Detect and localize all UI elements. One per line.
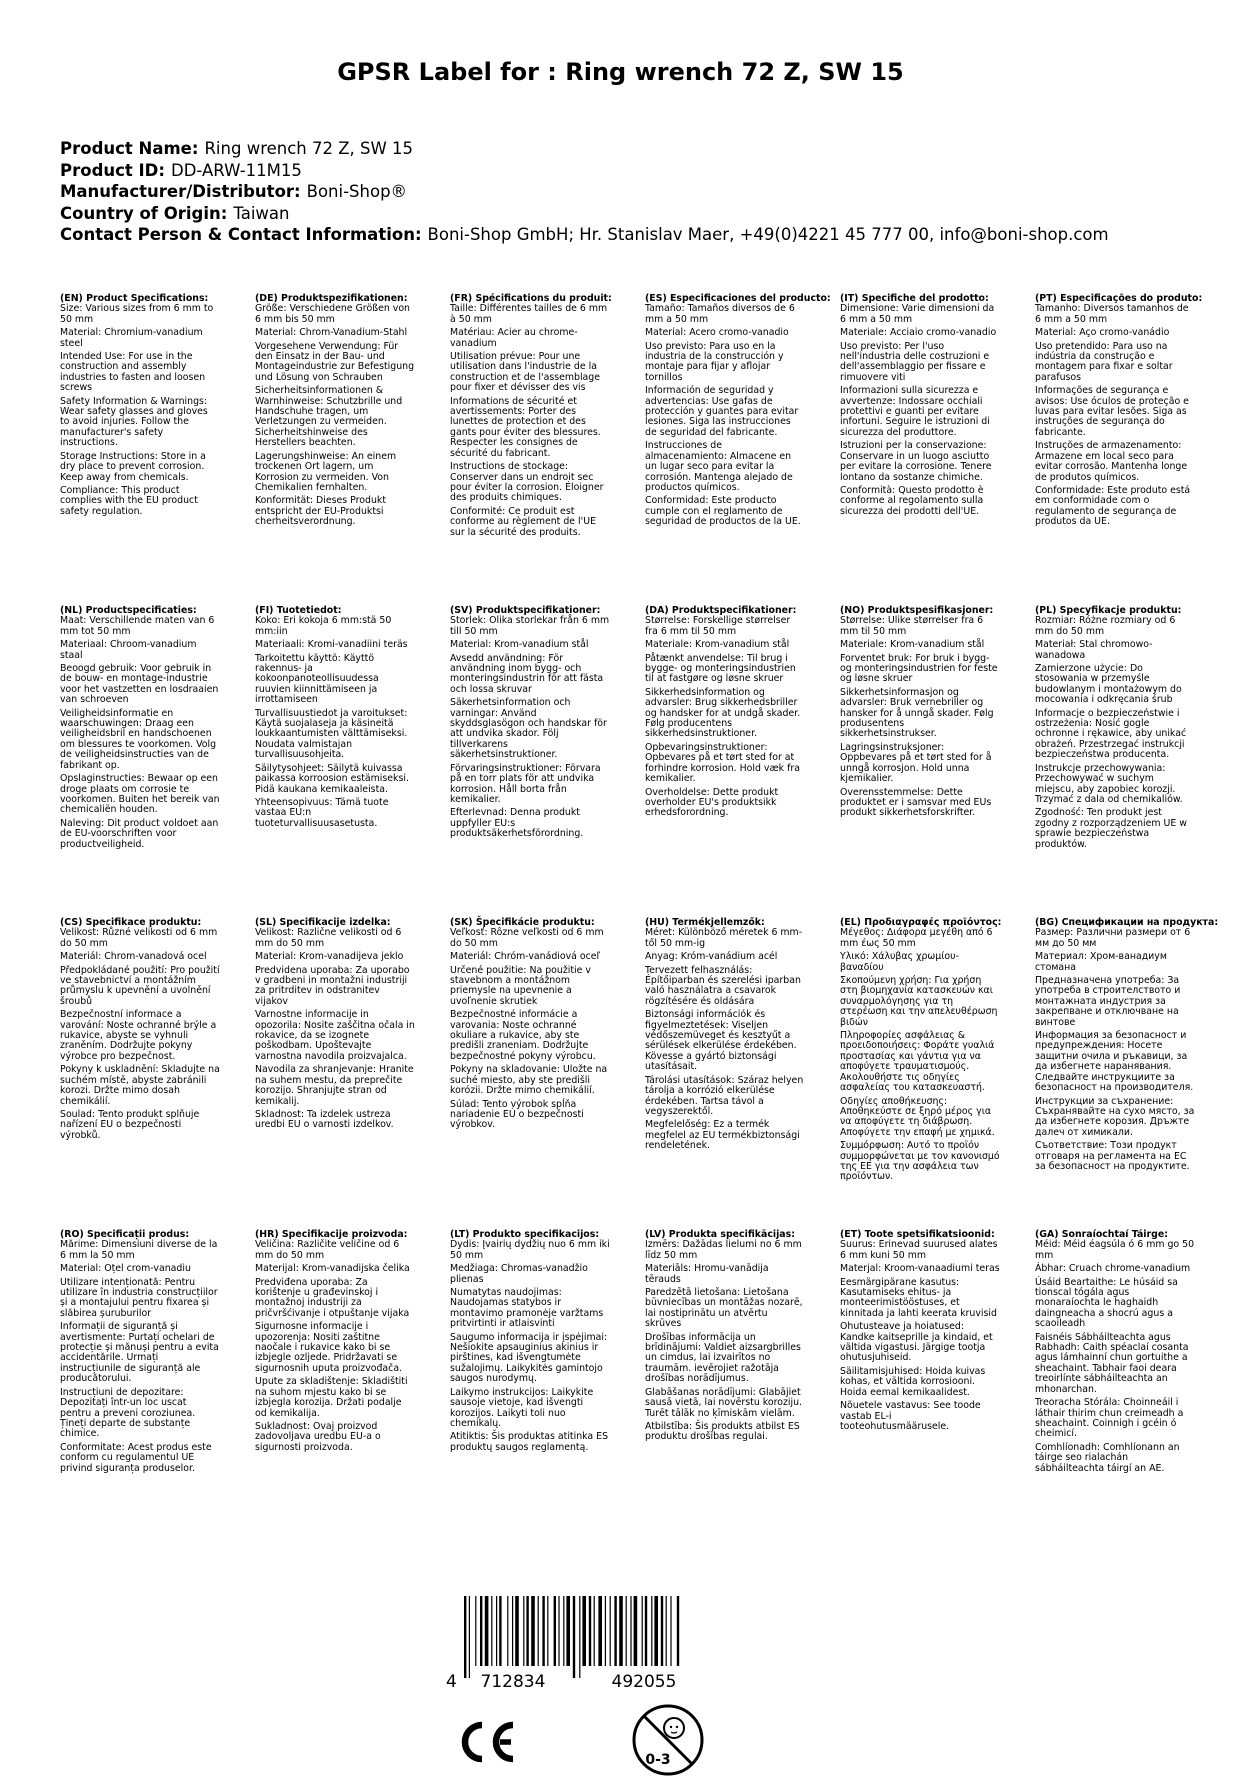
contact-row [60, 224, 1109, 246]
barcode-bar [589, 1596, 591, 1666]
barcode-bar [515, 1596, 519, 1666]
spec-paragraph: Intended Use: For use in the construction and assembly industries to fasten and loosen screws [60, 351, 206, 394]
spec-paragraph: Размер: Различни размери от 6 мм до 50 мм [1035, 927, 1191, 949]
spec-paragraph: Biztonsági információk és figyelmeztetések: Viseljen védőszemüveget és kesztyűt a sérülések elkerülése érdekében. Kövesse a gyártó biztonsági utasításait. [645, 1009, 797, 1073]
spec-paragraph: Turvallisuustiedot ja varoitukset: Käytä suojalaseja ja käsineitä loukkaantumisten välttämiseksi. Noudata valmistajan turvallisuusohjeita. [255, 707, 408, 761]
spec-paragraph: Sikkerhetsinformasjon og advarsler: Bruk vernebriller og hansker for å unngå skader. Følg produsentens sikkerhetsinstrukser. [840, 686, 994, 740]
product-id-row [60, 160, 1109, 182]
spec-paragraph: Materiāls: Hromu-vanādija tērauds [645, 1263, 769, 1285]
info-value: Boni-Shop GmbH; Hr. Stanislav Maer, +49(0)4221 45 777 00, info@boni-shop.com [427, 225, 1109, 244]
product-name-row [60, 138, 1109, 160]
spec-section-heading: (IT) Specifiche del prodotto: [840, 293, 989, 304]
spec-paragraph: Laikymo instrukcijos: Laikykite sausoje vietoje, kad išvengti korozijos. Laikyti toli nuo chemikalų. [450, 1386, 594, 1429]
spec-paragraph: Upute za skladištenje: Skladištiti na suhom mjestu kako bi se izbjegla korozija. Držati podalje od kemikalija. [255, 1376, 408, 1419]
spec-paragraph: Soulad: Tento produkt splňuje nařízení EU o bezpečnosti výrobků. [60, 1108, 200, 1141]
spec-paragraph: Sicherheitsinformationen & Warnhinweise: Schutzbrille und Handschuhe tragen, um Verletzungen zu vermeiden. Sicherheitshinweise des Herstellers beachten. [255, 385, 403, 449]
age-warning-0-3-icon [630, 1702, 706, 1778]
ce-mark-icon [455, 1718, 521, 1766]
spec-paragraph: Utilisation prévue: Pour une utilisation dans l'industrie de la construction et de l'assemblage pour fixer et dévisser des vis [450, 351, 601, 394]
spec-paragraph: Safety Information & Warnings: Wear safety glasses and gloves to avoid injuries. Follow the manufacturer's safety instructions. [60, 395, 208, 449]
spec-paragraph: Säkerhetsinformation och varningar: Använd skyddsglasögon och handskar för att undvika skador. Följ tillverkarens säkerhetsinstruktioner. [450, 697, 607, 761]
manufacturer-row [60, 181, 1109, 203]
spec-section-heading: (ES) Especificaciones del producto: [645, 293, 831, 304]
spec-paragraph: Materiaali: Kromi-vanadiini teräs [255, 639, 408, 651]
barcode-bar [523, 1596, 524, 1666]
spec-paragraph: Säilitamisjuhised: Hoida kuivas kohas, et vältida korrosiooni. Hoida eemal kemikaalidest. [840, 1365, 986, 1398]
spec-section-heading: (SK) Špecifikácie produktu: [450, 917, 595, 928]
spec-paragraph: Påtænkt anvendelse: Til brug i bygge- og monteringsindustrien til at fastgøre og løsne skruer [645, 652, 796, 685]
age-label: 0-3 [645, 1752, 671, 1768]
spec-paragraph: Materiał: Stal chromowo-wanadowa [1035, 639, 1153, 661]
spec-section [255, 1230, 415, 1456]
spec-paragraph: Maat: Verschillende maten van 6 mm tot 50 mm [60, 615, 215, 637]
spec-paragraph: Eesmärgipärane kasutus: Kasutamiseks ehitus- ja monteerimistööstuses, et kinnitada ja lahti keerata kruvisid [840, 1276, 997, 1319]
barcode-bar [598, 1596, 602, 1666]
spec-paragraph: Uso previsto: Per l'uso nell'industria delle costruzioni e dell'assemblaggio per fissare e rimuovere viti [840, 340, 990, 383]
spec-paragraph: Informações de segurança e avisos: Use óculos de proteção e luvas para evitar lesões. Siga as instruções de segurança do fabricante. [1035, 385, 1189, 438]
barcode-digit-lead: 4 [446, 1672, 457, 1690]
spec-paragraph: Overholdelse: Dette produkt overholder EU's produktsikk erhedsforordning. [645, 786, 779, 819]
spec-paragraph: Předpokládané použití: Pro použití ve stavebnictví a montážním průmyslu k upevnění a uvolnění šroubů [60, 964, 220, 1007]
spec-paragraph: Instructions de stockage: Conserver dans un endroit sec pour éviter la corrosion. Éloigner des produits chimiques. [450, 461, 604, 504]
spec-paragraph: Opbevaringsinstruktioner: Opbevares på et tørt sted for at forhindre korrosion. Hold væk fra kemikalier. [645, 741, 800, 785]
spec-paragraph: Förvaringsinstruktioner: Förvara på en torr plats för att undvika korrosion. Håll borta från kemikalier. [450, 762, 601, 805]
spec-paragraph: Overensstemmelse: Dette produktet er i samsvar med EUs produkt sikkerhetsforskrifter. [840, 786, 992, 819]
spec-paragraph: Efterlevnad: Denna produkt uppfyller EU:s produktsäkerhetsförordning. [450, 807, 584, 840]
barcode-bar [645, 1596, 647, 1666]
spec-section [1035, 1230, 1195, 1477]
spec-paragraph: Conformité: Ce produit est conforme au règlement de l'UE sur la sécurité des produits. [450, 505, 597, 538]
spec-paragraph: Compliance: This product complies with the EU product safety regulation. [60, 484, 198, 517]
spec-paragraph: Pokyny na skladovanie: Uložte na suché miesto, aby ste predišli korózii. Držte mimo chemikálií. [450, 1064, 608, 1097]
barcode-bars [464, 1596, 679, 1678]
spec-section [60, 606, 220, 853]
spec-paragraph: Predviđena uporaba: Za korištenje u građevinskoj i montažnoj industriji za pričvršćivanje i otpuštanje vijaka [255, 1276, 410, 1319]
spec-paragraph: Zamierzone użycie: Do stosowania w przemyśle budowlanym i montażowym do mocowania i odkręcania śrub [1035, 663, 1182, 706]
spec-paragraph: Veličina: Različite veličine od 6 mm do 50 mm [255, 1239, 400, 1261]
spec-paragraph: Varnostne informacije in opozorila: Nosite zaščitna očala in rokavice, da se izognete poškodbam. Upoštevajte varnostna navodila proizvajalca. [255, 1009, 415, 1062]
spec-paragraph: Opslaginstructies: Bewaar op een droge plaats om corrosie te voorkomen. Buiten het bereik van chemicaliën houden. [60, 773, 220, 816]
spec-paragraph: Conformidade: Este produto está em conformidade com o regulamento de segurança de produtos da UE. [1035, 484, 1191, 528]
spec-paragraph: Materiál: Chróm-vanádiová oceľ [450, 951, 601, 963]
spec-paragraph: Paredzētā lietošana: Lietošana būvniecības un montāžas nozarē, lai nostiprinātu un atvērtu skrūves [645, 1287, 803, 1330]
spec-paragraph: Μέγεθος: Διάφορα μεγέθη από 6 mm έως 50 mm [840, 927, 993, 949]
barcode-bar [538, 1596, 539, 1666]
spec-section-heading: (EN) Product Specifications: [60, 293, 209, 304]
barcode-bar [480, 1596, 482, 1666]
spec-paragraph: Materiál: Chrom-vanadová ocel [60, 951, 207, 963]
spec-section [255, 918, 415, 1134]
spec-paragraph: Material: Aço cromo-vanádio [1035, 327, 1170, 339]
spec-paragraph: Konformität: Dieses Produkt entspricht der EU-Produktsi cherheitsverordnung. [255, 495, 387, 528]
spec-paragraph: Tárolási utasítások: Száraz helyen tárolja a korrózió elkerülése érdekében. Tartsa távol a vegyszerektől. [645, 1074, 804, 1117]
barcode-bar [594, 1596, 595, 1666]
barcode-bar [563, 1596, 564, 1666]
spec-paragraph: Navodila za shranjevanje: Hranite na suhem mestu, da preprečite korozijo. Shranjujte stran od kemikalij. [255, 1064, 414, 1107]
spec-paragraph: Vorgesehene Verwendung: Für den Einsatz in der Bau- und Montageindustrie zur Befestigung und Lösung von Schrauben [255, 340, 415, 383]
spec-paragraph: Treoracha Stórála: Choinneáil i láthair thirim chun creimeadh a sheachaint. Coinnigh i gcéin ó cheimicí. [1035, 1397, 1184, 1440]
spec-paragraph: Dydis: Įvairių dydžių nuo 6 mm iki 50 mm [450, 1239, 610, 1261]
spec-paragraph: Faisnéis Sábháilteachta agus Rabhadh: Caith spéaclaí cosanta agus lámhainní chun gortuithe a sheachaint. Tabhair faoi deara treoirlínte sábháilteachta an mhonarchan. [1035, 1331, 1189, 1395]
barcode-bar [626, 1596, 627, 1666]
barcode-bar [491, 1596, 492, 1666]
spec-paragraph: Tamaño: Tamaños diversos de 6 mm a 50 mm [645, 303, 795, 325]
info-value: Ring wrench 72 Z, SW 15 [204, 139, 414, 158]
barcode-bar [542, 1596, 544, 1666]
spec-paragraph: Forventet bruk: For bruk i bygg- og monteringsindustrien for feste og løsne skruer [840, 652, 998, 685]
spec-paragraph: Dimensione: Varie dimensioni da 6 mm a 50 mm [840, 303, 995, 325]
spec-paragraph: Materjal: Kroom-vanaadiumi teras [840, 1263, 1000, 1275]
barcode-bar [496, 1596, 497, 1666]
spec-paragraph: Størrelse: Ulike størrelser fra 6 mm til 50 mm [840, 615, 984, 637]
barcode-bar [654, 1596, 658, 1666]
spec-paragraph: Informations de sécurité et avertissements: Porter des lunettes de protection et des gants pour éviter des blessures. Respecter les consignes de sécurité du fabricant. [450, 395, 601, 459]
spec-section-heading: (LT) Produkto specifikacijos: [450, 1229, 600, 1240]
spec-section [840, 294, 1000, 520]
spec-section-heading: (NL) Productspecificaties: [60, 605, 197, 616]
spec-paragraph: Storage Instructions: Store in a dry place to prevent corrosion. Keep away from chemicals. [60, 450, 206, 483]
spec-paragraph: Informații de siguranță și avertismente: Purtați ochelari de protecție și mănuși pentru a evita accidentările. Urmați instrucțiunile de siguranță ale producătorului. [60, 1321, 219, 1385]
spec-paragraph: Suurus: Erinevad suurused alates 6 mm kuni 50 mm [840, 1239, 998, 1261]
spec-paragraph: Sigurnosne informacije i upozorenja: Nositi zaštitne naočale i rukavice kako bi se izbjegle ozljede. Pridržavati se sigurnosnih uputa proizvođača. [255, 1321, 403, 1374]
spec-paragraph: Velikost: Različne velikosti od 6 mm do 50 mm [255, 927, 402, 949]
spec-section-heading: (NO) Produktspesifikasjoner: [840, 605, 994, 616]
spec-paragraph: Mărime: Dimensiuni diverse de la 6 mm la 50 mm [60, 1239, 218, 1261]
spec-section [60, 918, 220, 1144]
spec-section [255, 606, 415, 832]
spec-section-heading: (BG) Спецификации на продукта: [1035, 917, 1219, 928]
info-label: Product Name: [60, 139, 199, 158]
spec-paragraph: Предназначена употреба: За употреба в строителството и монтажната индустрия за закрепване и отключване на винтове [1035, 975, 1181, 1028]
spec-paragraph: Atbilstība: Šis produkts atbilst ES produktu drošības regulai. [645, 1420, 800, 1443]
spec-section-heading: (GA) Sonraíochtaí Táirge: [1035, 1229, 1168, 1240]
spec-paragraph: Größe: Verschiedene Größen von 6 mm bis 50 mm [255, 303, 410, 325]
spec-paragraph: Pokyny k uskladnění: Skladujte na suchém místě, abyste zabránili korozi. Držte mimo dosah chemikálií. [60, 1064, 220, 1107]
spec-paragraph: Lagerungshinweise: An einem trockenen Ort lagern, um Korrosion zu vermeiden. Von Chemikalien fernhalten. [255, 450, 397, 493]
info-value: Boni-Shop® [306, 182, 408, 201]
spec-paragraph: Sikkerhedsinformation og advarsler: Brug sikkerhedsbriller og handsker for at undgå skader. Følg producentens sikkerhedsinstruktioner. [645, 686, 801, 740]
spec-paragraph: Veľkosť: Rôzne veľkosti od 6 mm do 50 mm [450, 927, 604, 949]
barcode-bar [619, 1596, 623, 1666]
spec-section [645, 918, 805, 1155]
spec-section-heading: (CS) Specifikace produktu: [60, 917, 202, 928]
spec-paragraph: Materiale: Acciaio cromo-vanadio [840, 327, 997, 339]
spec-paragraph: Материал: Хром-ванадиум стомана [1035, 951, 1167, 973]
product-info [60, 138, 1109, 246]
spec-paragraph: Utilizare intenționată: Pentru utilizare în industria construcțiilor și a montajului pentru fixarea și slăbirea șuruburilor [60, 1276, 218, 1319]
spec-paragraph: Material: Chrom-Vanadium-Stahl [255, 327, 408, 339]
spec-paragraph: Tamanho: Diversos tamanhos de 6 mm a 50 mm [1035, 303, 1189, 325]
info-label: Contact Person & Contact Information: [60, 225, 422, 244]
spec-section-heading: (DE) Produktspezifikationen: [255, 293, 408, 304]
spec-paragraph: Izmērs: Dažādas lielumi no 6 mm līdz 50 mm [645, 1239, 802, 1261]
barcode-bar [605, 1596, 606, 1666]
spec-paragraph: Material: Acero cromo-vanadio [645, 327, 789, 339]
barcode-bar [554, 1596, 556, 1666]
spec-section-heading: (LV) Produkta specifikācijas: [645, 1229, 795, 1240]
spec-paragraph: Skladnost: Ta izdelek ustreza uredbi EU o varnosti izdelkov. [255, 1108, 394, 1131]
spec-paragraph: Materiale: Krom-vanadium stål [645, 639, 790, 651]
spec-paragraph: Beoogd gebruik: Voor gebruik in de bouw- en montage-industrie voor het vastzetten en losdraaien van schroeven [60, 663, 219, 706]
barcode-bar [630, 1596, 631, 1666]
barcode-bar [614, 1596, 616, 1666]
spec-paragraph: Anyag: Króm-vanádium acél [645, 951, 778, 963]
barcode-group-right: 492055 [611, 1672, 677, 1690]
spec-section [1035, 293, 1203, 531]
spec-paragraph: Conformitate: Acest produs este conform cu regulamentul UE privind siguranța produselor. [60, 1441, 212, 1474]
spec-section-heading: (SL) Specifikacije izdelka: [255, 917, 391, 928]
spec-paragraph: Glabāšanas norādījumi: Glabājiet sausā vietā, lai novērstu koroziju. Turēt tālāk no ķīmiskām vielām. [645, 1386, 803, 1419]
spec-paragraph: Predvidena uporaba: Za uporabo v gradbeni in montažni industriji za pritrditev in odstranitev vijakov [255, 964, 410, 1007]
barcode-bar [579, 1596, 580, 1678]
spec-paragraph: Bezpečnostní informace a varování: Noste ochranné brýle a rukavice, abyste se vyhnuli zraněním. Dodržujte pokyny výrobce pro bezpečnost. [60, 1009, 217, 1062]
barcode-bar [485, 1596, 489, 1666]
page-title: GPSR Label for : Ring wrench 72 Z, SW 15 [337, 58, 904, 86]
spec-section-heading: (RO) Specificații produs: [60, 1229, 190, 1240]
spec-paragraph: Materiale: Krom-vanadium stål [840, 639, 985, 651]
barcode-bar [469, 1596, 470, 1678]
spec-paragraph: Uso pretendido: Para uso na indústria da construção e montagem para fixar e soltar parafusos [1035, 340, 1173, 383]
spec-paragraph: Material: Krom-vanadium stål [450, 639, 589, 651]
spec-section [1035, 606, 1195, 853]
barcode-bar [558, 1596, 559, 1666]
barcode-bar [610, 1596, 611, 1666]
spec-paragraph: Υλικό: Χάλυβας χρωμίου-βαναδίου [840, 951, 959, 973]
barcode-bar [670, 1596, 671, 1666]
barcode-bar [661, 1596, 663, 1666]
spec-section-heading: (FI) Tuotetiedot: [255, 605, 342, 616]
spec-paragraph: Σκοπούμενη χρήση: Για χρήση στη βιομηχανία κατασκευών και συναρμολόγησης για τη στερέωση και την απελευθέρωση βιδών [840, 975, 998, 1028]
spec-section-heading: (HU) Termékjellemzők: [645, 917, 765, 928]
spec-paragraph: Materijal: Krom-vanadijska čelika [255, 1263, 410, 1275]
spec-paragraph: Drošības informācija un brīdinājumi: Valdiet aizsargbrilles un cimdus, lai izvairītos no traumām. ievērojiet ražotāja drošības norādījumus. [645, 1331, 801, 1385]
spec-section [645, 606, 805, 822]
spec-paragraph: Material: Chromium-vanadium steel [60, 327, 203, 349]
spec-paragraph: Instruções de armazenamento: Armazene em local seco para evitar corrosão. Mantenha longe de produtos químicos. [1035, 440, 1188, 483]
spec-paragraph: Инструкции за съхранение: Съхранявайте на сухо място, за да избегнете корозия. Дръжте далеч от химикали. [1035, 1095, 1195, 1138]
barcode-bar [507, 1596, 508, 1666]
spec-section [1035, 917, 1219, 1175]
spec-section-heading: (PL) Specyfikacje produktu: [1035, 605, 1182, 616]
spec-section [255, 294, 415, 531]
spec-paragraph: Tarkoitettu käyttö: Käyttö rakennus- ja kokoonpanoteollisuudessa ruuvien kiinnittämiseen ja irrottamiseen [255, 652, 379, 706]
spec-paragraph: Съответствие: Този продукт отговаря на регламента на ЕС за безопасност на продуктите. [1035, 1140, 1190, 1172]
barcode-group-left: 712834 [480, 1672, 546, 1690]
barcode-bar [677, 1596, 679, 1666]
spec-section [450, 606, 610, 843]
spec-section-heading: (FR) Spécifications du produit: [450, 293, 612, 304]
info-value: Taiwan [233, 203, 290, 223]
spec-paragraph: Size: Various sizes from 6 mm to 50 mm [60, 303, 214, 325]
spec-paragraph: Οδηγίες αποθήκευσης: Αποθηκεύστε σε ξηρό μέρος για να αποφύγετε τη διάβρωση. Αποφύγετε την επαφή με χημικά. [840, 1095, 995, 1138]
barcode-bar [531, 1596, 535, 1666]
spec-paragraph: Instrucciones de almacenamiento: Almacene en un lugar seco para evitar la corrosión. Mantenga alejado de productos químicos. [645, 440, 793, 493]
spec-paragraph: Určené použitie: Na použitie v stavebnom a montážnom priemysle na upevnenie a uvoľnenie skrutiek [450, 964, 591, 1007]
barcode-bar [666, 1596, 667, 1666]
info-label: Country of Origin: [60, 203, 228, 223]
spec-section-heading: (ET) Toote spetsifikatsioonid: [840, 1229, 995, 1240]
barcode-bar [642, 1596, 643, 1666]
spec-paragraph: Instrucțiuni de depozitare: Depozitați într-un loc uscat pentru a preveni coroziunea. Țineți departe de substanțe chimice. [60, 1386, 196, 1440]
spec-paragraph: Material: Krom-vanadijeva jeklo [255, 951, 404, 963]
spec-paragraph: Storlek: Olika storlekar från 6 mm till 50 mm [450, 615, 610, 637]
spec-section [645, 293, 831, 531]
spec-paragraph: Tervezett felhasználás: Építőiparban és szerelési iparban való használatra a csavarok rögzítésére és oldására [645, 964, 801, 1007]
barcode-bar [573, 1596, 575, 1678]
spec-paragraph: Πληροφορίες ασφάλειας & προειδοποιήσεις: Φοράτε γυαλιά προστασίας και γάντια για να αποφύγετε τραυματισμούς. Ακολουθήστε τις οδηγίες ασφαλείας του κατασκευαστή. [840, 1030, 995, 1094]
spec-paragraph: Medžiaga: Chromas-vanadžio plienas [450, 1263, 588, 1285]
spec-paragraph: Méid: Méid éagsúla ó 6 mm go 50 mm [1035, 1239, 1195, 1261]
barcode-bar [634, 1596, 638, 1666]
spec-section [450, 918, 610, 1134]
spec-section-heading: (DA) Produktspecifikationer: [645, 605, 797, 616]
barcode-bar [547, 1596, 548, 1666]
info-label: Manufacturer/Distributor: [60, 182, 301, 201]
spec-section-heading: (HR) Specifikacije proizvoda: [255, 1229, 408, 1240]
spec-paragraph: Naleving: Dit product voldoet aan de EU-voorschriften voor productveiligheid. [60, 817, 219, 850]
spec-paragraph: Matériau: Acier au chrome-vanadium [450, 327, 578, 349]
spec-paragraph: Veiligheidsinformatie en waarschuwingen: Draag een veiligheidsbril en handschoenen om blessures te voorkomen. Volg de veiligheidsinstructies van de fabrikant op. [60, 707, 217, 771]
spec-paragraph: Yhteensopivuus: Tämä tuote vastaa EU:n tuoteturvallisuusasetusta. [255, 796, 389, 829]
spec-section-heading: (PT) Especificações do produto: [1035, 293, 1203, 304]
spec-paragraph: Säilytysohjeet: Säilytä kuivassa paikassa korroosion estämiseksi. Pidä kaukana kemikaaleista. [255, 762, 409, 795]
spec-section [840, 1230, 1000, 1435]
spec-paragraph: Istruzioni per la conservazione: Conservare in un luogo asciutto per evitare la corrosione. Tenere lontano da sostanze chimiche. [840, 440, 992, 483]
spec-paragraph: Bezpečnostné informácie a varovania: Noste ochranné okuliare a rukavice, aby ste predišli zraneniam. Dodržujte bezpečnostné pokyny výrobcu. [450, 1009, 596, 1062]
spec-paragraph: Comhlíonadh: Comhlíonann an táirge seo rialachán sábháilteachta táirgí an AE. [1035, 1441, 1180, 1474]
spec-paragraph: Numatytas naudojimas: Naudojamas statybos ir montavimo pramonėje varžtams pritvirtinti ir atlaisvinti [450, 1287, 604, 1330]
spec-paragraph: Material: Oțel crom-vanadiu [60, 1263, 191, 1275]
spec-paragraph: Nõuetele vastavus: See toode vastab EL-i tooteohutusmäärusele. [840, 1400, 981, 1432]
info-label: Product ID: [60, 160, 165, 180]
spec-paragraph: Informacje o bezpieczeństwie i ostrzeżenia: Nosić gogle ochronne i rękawice, aby unikać obrażeń. Przestrzegać instrukcji bezpieczeństwa producenta. [1035, 707, 1187, 761]
spec-paragraph: Velikost: Různé velikosti od 6 mm do 50 mm [60, 927, 218, 949]
spec-paragraph: Sukladnost: Ovaj proizvod zadovoljava uredbu EU-a o sigurnosti proizvoda. [255, 1420, 381, 1453]
spec-paragraph: Súlad: Tento výrobok spĺňa nariadenie EÚ o bezpečnosti výrobkov. [450, 1098, 584, 1131]
barcode-bar [499, 1596, 501, 1666]
barcode-bar [526, 1596, 528, 1666]
spec-paragraph: Zgodność: Ten produkt jest zgodny z rozporządzeniem UE w sprawie bezpieczeństwa produktów. [1035, 807, 1187, 850]
spec-paragraph: Informazioni sulla sicurezza e avvertenze: Indossare occhiali protettivi e guanti per evitare infortuni. Seguire le istruzioni di sicurezza del produttore. [840, 385, 990, 438]
spec-section [840, 606, 1000, 822]
spec-section [450, 1230, 610, 1456]
spec-paragraph: Størrelse: Forskellige størrelser fra 6 mm til 50 mm [645, 615, 791, 637]
spec-section [645, 1230, 805, 1446]
spec-section-heading: (EL) Προδιαγραφές προϊόντος: [840, 917, 1002, 928]
spec-section [60, 1230, 220, 1477]
spec-section [450, 294, 610, 541]
spec-paragraph: Συμμόρφωση: Αυτό το προϊόν συμμορφώνεται με τον κανονισμό της ΕΕ για την ασφάλεια των προϊόντων. [840, 1140, 1000, 1183]
spec-paragraph: Lagringsinstruksjoner: Oppbevares på et tørt sted for å unngå korrosjon. Hold unna kjemikalier. [840, 741, 992, 785]
barcode-bar [582, 1596, 586, 1666]
spec-paragraph: Megfelelőség: Ez a termék megfelel az EU termékbiztonsági rendeletének. [645, 1119, 800, 1152]
country-row [60, 203, 1109, 225]
info-value: DD-ARW-11M15 [170, 160, 302, 180]
spec-paragraph: Avsedd användning: För användning inom bygg- och monteringsindustrin för att fästa och lossa skruvar [450, 652, 604, 695]
spec-paragraph: Conformidad: Este producto cumple con el reglamento de seguridad de productos de la UE. [645, 495, 801, 528]
spec-paragraph: Úsáid Beartaithe: Le húsáid sa tionscal tógála agus monaraíochta le haghaidh daingneacha a shocrú agus a scaoileadh [1035, 1276, 1178, 1330]
spec-section-heading: (SV) Produktspecifikationer: [450, 605, 601, 616]
spec-paragraph: Instrukcje przechowywania: Przechowywać w suchym miejscu, aby zapobiec korozji. Trzymać z dala od chemikaliów. [1035, 762, 1183, 805]
spec-paragraph: Uso previsto: Para uso en la industria de la construcción y montaje para fijar y aflojar tornillos [645, 340, 784, 383]
spec-paragraph: Ohutusteave ja hoiatused: Kandke kaitseprille ja kindaid, et vältida vigastusi. Järgige tootja ohutusjuhiseid. [840, 1321, 993, 1364]
barcode-bar [464, 1596, 466, 1678]
spec-paragraph: Atitiktis: Šis produktas atitinka ES produktų saugos reglamentą. [450, 1431, 609, 1453]
spec-paragraph: Materiaal: Chroom-vanadium staal [60, 639, 197, 661]
barcode-bar [651, 1596, 652, 1666]
spec-section [60, 294, 220, 520]
spec-paragraph: Koko: Eri kokoja 6 mm:stä 50 mm:iin [255, 615, 392, 637]
spec-paragraph: Ábhar: Cruach chrome-vanadium [1035, 1263, 1191, 1275]
barcode-bar [512, 1596, 513, 1666]
spec-paragraph: Информация за безопасност и предупреждения: Носете защитни очила и ръкавици, за да избегнете наранявания. Следвайте инструкциите за безопасност на производителя. [1035, 1030, 1194, 1094]
spec-paragraph: Méret: Különböző méretek 6 mm-től 50 mm-ig [645, 927, 803, 949]
spec-paragraph: Saugumo informacija ir įspėjimai: Nešiokite apsauginius akinius ir pirštines, kad išvengtumėte sužalojimų. Laikykitės gamintojo saugos nurodymų. [450, 1331, 608, 1385]
spec-paragraph: Rozmiar: Różne rozmiary od 6 mm do 50 mm [1035, 615, 1176, 637]
barcode-bar [475, 1596, 476, 1666]
spec-section [840, 918, 1000, 1186]
ean-barcode [442, 1594, 752, 1690]
spec-paragraph: Taille: Différentes tailles de 6 mm à 50 mm [450, 303, 608, 325]
spec-paragraph: Conformità: Questo prodotto è conforme al regolamento sulla sicurezza dei prodotti dell'UE. [840, 484, 984, 517]
spec-paragraph: Información de seguridad y advertencias: Use gafas de protección y guantes para evitar lesiones. Siga las instrucciones de seguridad del fabricante. [645, 385, 799, 438]
barcode-bar [566, 1596, 570, 1666]
